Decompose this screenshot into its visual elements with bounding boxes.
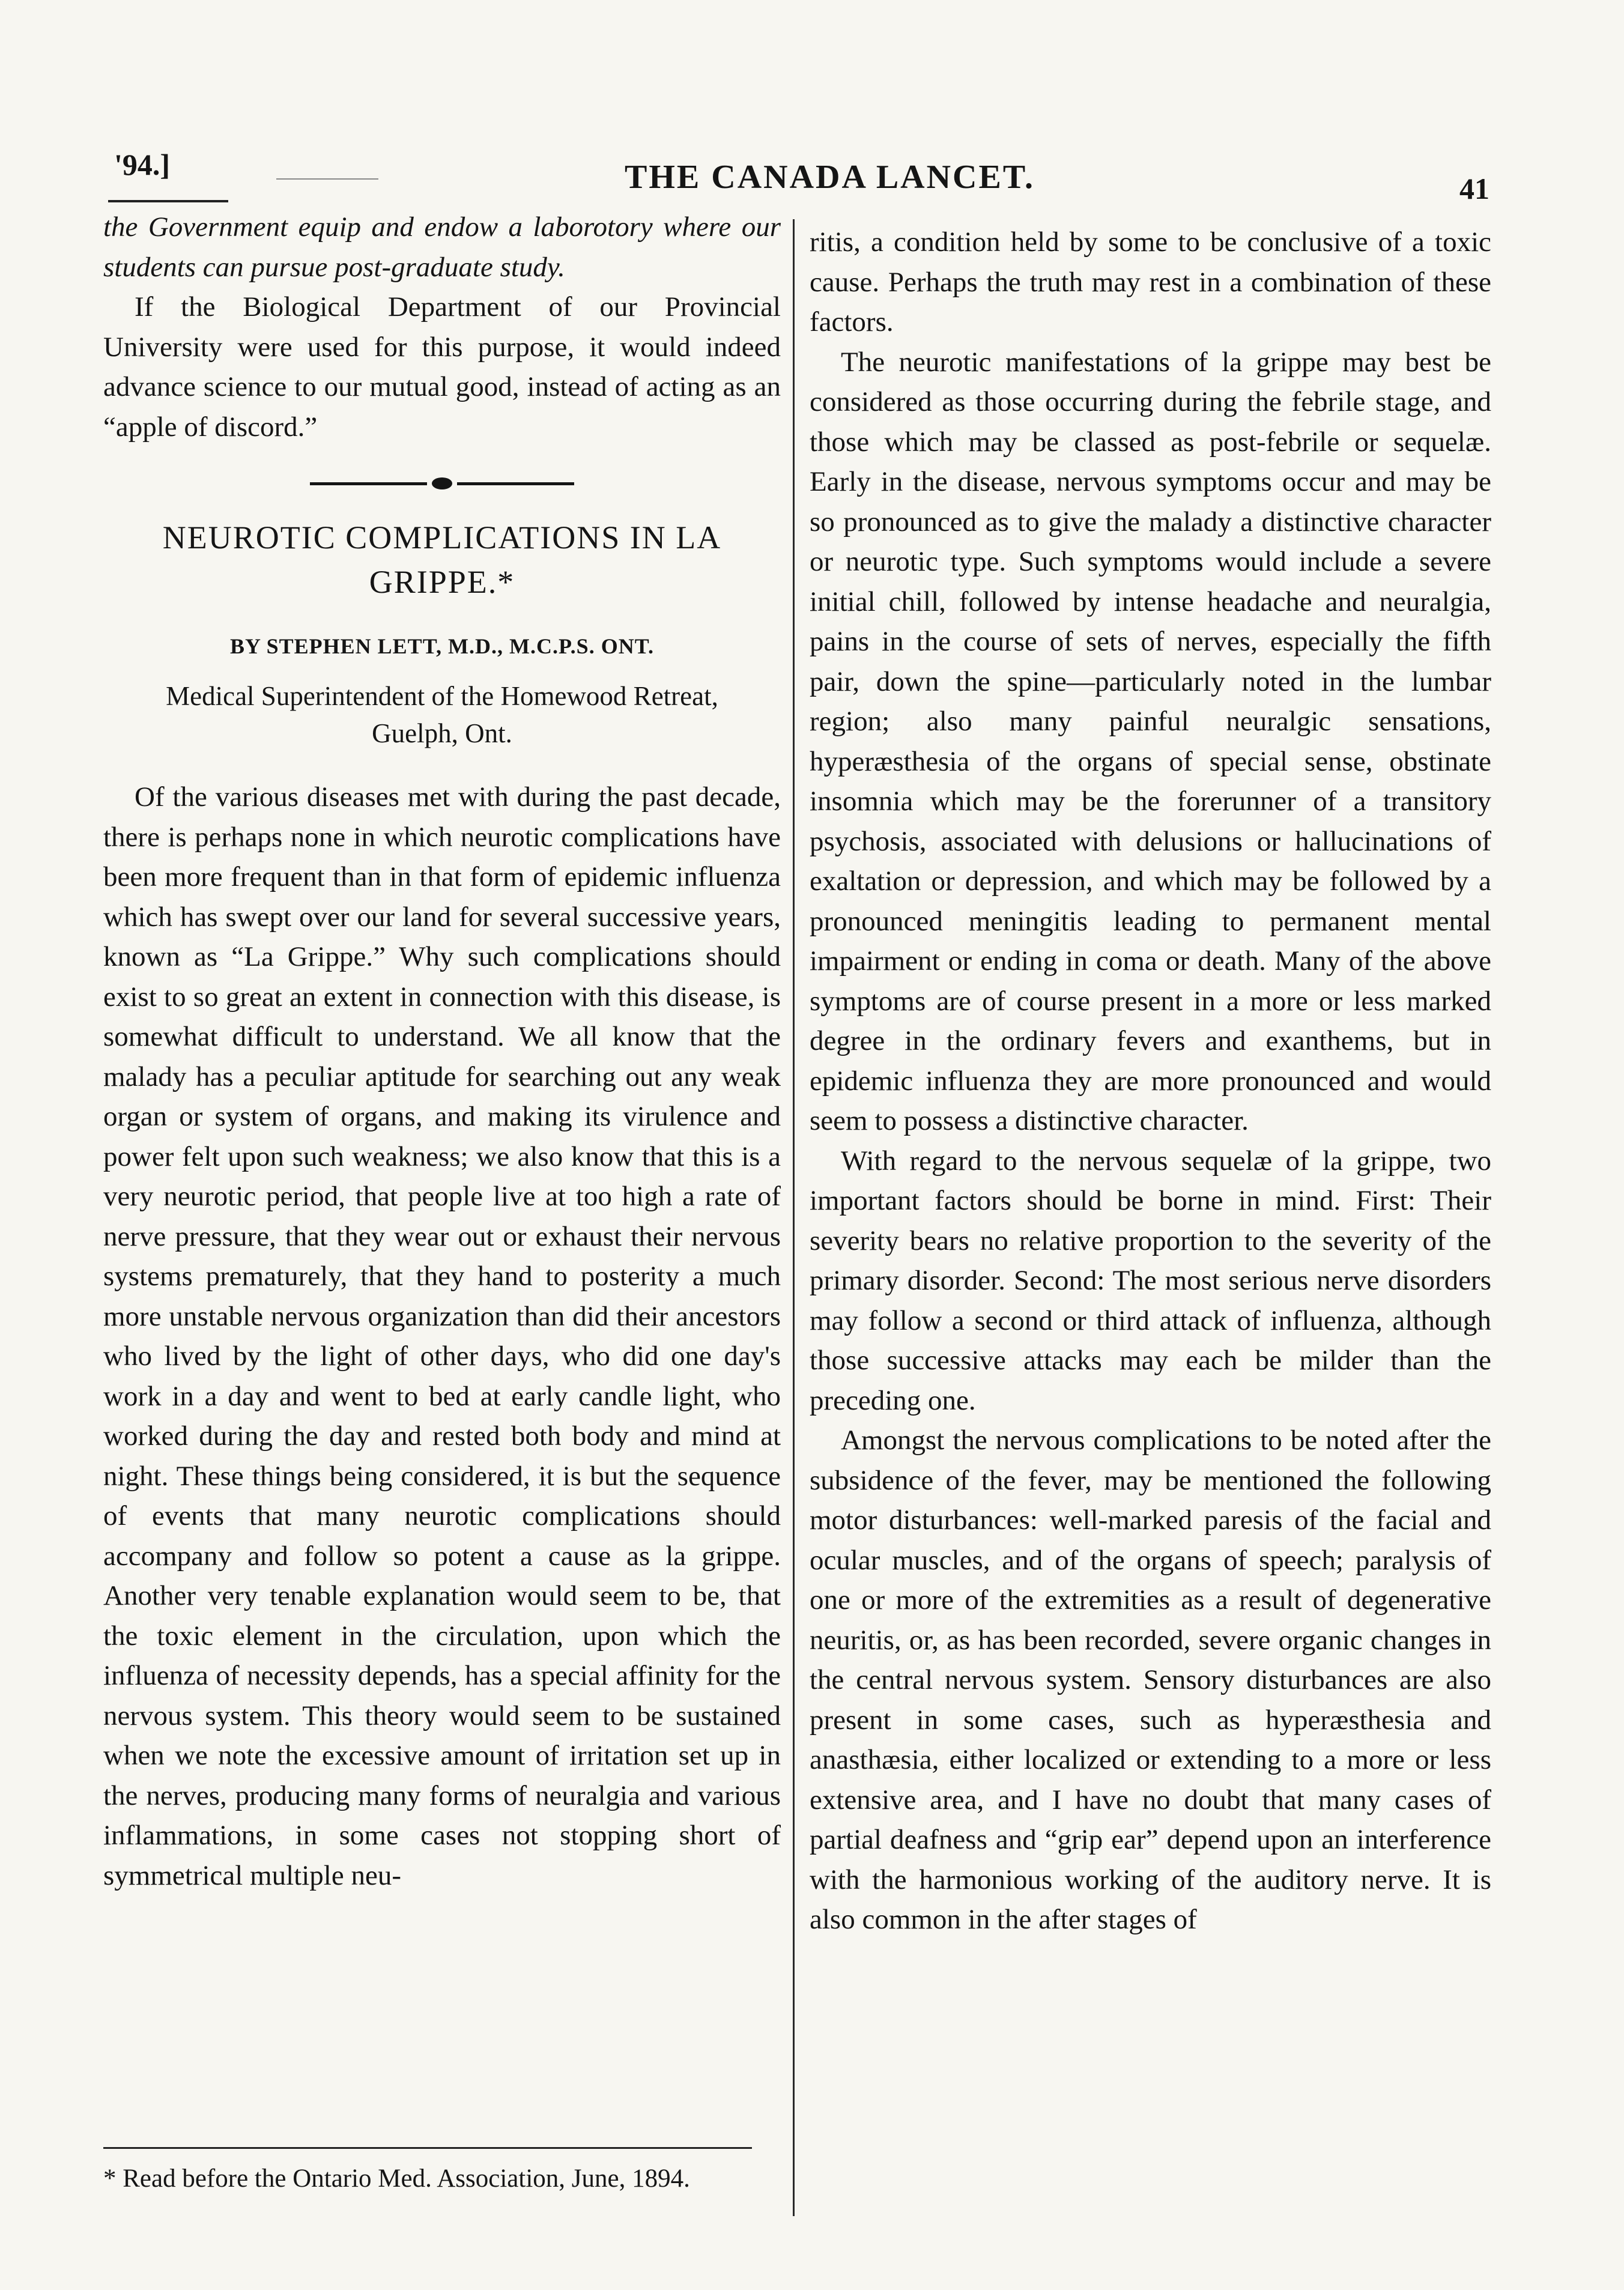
paragraph: The neurotic manifestations of la grippe may best be considered as those occurring during the febrile stage, and those which may be classed as post-febrile or sequelæ. Early in the disease, nervous symptoms occur and may be so pronounced as to give the malady a distinctive character or neurotic type. Such symptoms would include a severe initial chill, followed by intense headache and neuralgia, pains in the course of sets of nerves, especially the fifth pair, down the spine—particularly noted in the lumbar region; also many painful neuralgic sensations, hyperæsthesia of the organs of special sense, obstinate insomnia which may be the forerunner of a transitory psychosis, associated with delusions or hallucinations of exaltation or depression, and which may be followed by a pronounced meningitis leading to permanent mental impairment or ending in coma or death. Many of the above symptoms are of course present in a more or less marked degree in the ordinary fevers and exanthems, but in epidemic influenza they are more pronounced and would seem to possess a distinctive character.: [810, 346, 1491, 1136]
ornament-rule-left: [310, 482, 427, 485]
ornament-rule-right: [457, 482, 574, 485]
running-head-underline: [108, 200, 228, 202]
running-head: [102, 141, 1501, 207]
article-body-paragraph: Of the various diseases met with during the past decade, there is perhaps none in which neurotic complications have been more frequent than in that form of epidemic influenza which has swept over our land for several successive years, known as “La Grippe.” Why such complications should exist to so great an extent in connection with this disease, is somewhat difficult to understand. We all know that the malady has a peculiar aptitude for searching out any weak organ or system of organs, and making its virulence and power felt upon such weakness; we also know that this is a very neurotic period, that people live at too high a rate of nerve pressure, that they wear out or exhaust their nervous systems prematurely, that they hand to posterity a much more unstable nervous organization than did their ancestors who lived by the light of other days, who did one day's work in a day and went to bed at early candle light, who worked during the day and rested both body and mind at night. These things being considered, it is but the sequence of events that many neurotic complications should accompany and follow so potent a cause as la grippe. Another very tenable explanation would seem to be, that the toxic element in the circulation, upon which the influenza of necessity depends, has a special affinity for the nervous system. This theory would seem to be sustained when we note the excessive amount of irritation set up in the nerves, producing many forms of neuralgia and various inflammations, in some cases not stopping short of symmetrical multiple neu-: [103, 781, 781, 1891]
left-column: [103, 207, 781, 1895]
footnote-rule: [103, 2147, 752, 2149]
affiliation-line: Guelph, Ont.: [372, 718, 512, 748]
paragraph: If the Biological Department of our Provincial University were used for this purpose, it would indeed advance science to our mutual good, instead of acting as an “apple of discord.”: [103, 291, 781, 443]
right-column: [810, 222, 1491, 1940]
column-divider: [793, 219, 795, 2216]
paragraph: With regard to the nervous sequelæ of la grippe, two important factors should be borne in mind. First: Their severity bears no relative proportion to the severity of the primary disorder. Second: The most serious nerve disorders may follow a second or third attack of influenza, although those successive attacks may each be milder than the preceding one.: [810, 1145, 1491, 1416]
running-head-dash: [276, 178, 378, 180]
author-affiliation: [103, 677, 781, 752]
running-head-year: '94.]: [114, 148, 171, 181]
page-number: 41: [1459, 172, 1489, 205]
journal-title: THE CANADA LANCET.: [625, 159, 1035, 196]
continued-paragraph: the Government equip and endow a laborotory where our students can pursue post-graduate study.: [103, 211, 781, 283]
author-byline: BY STEPHEN LETT, M.D., M.C.P.S. ONT.: [229, 634, 655, 658]
paragraph: Amongst the nervous complications to be noted after the subsidence of the fever, may be mentioned the following motor disturbances: well-marked paresis of the facial and ocular muscles, and of the organs of speech; paralysis of one or more of the extremities as a result of degenerative neuritis, or, as has been recorded, severe organic changes in the central nervous system. Sensory disturbances are also present in some cases, such as hyperæsthesia and anasthæsia, either localized or extending to a more or less extensive area, and I have no doubt that many cases of partial deafness and “grip ear” depend upon an interference with the harmonious working of the auditory nerve. It is also common in the after stages of: [810, 1425, 1491, 1935]
footnote: * Read before the Ontario Med. Association, June, 1894.: [103, 2164, 690, 2193]
article-title: NEUROTIC COMPLICATIONS IN LA GRIPPE.*: [162, 519, 722, 600]
paragraph: ritis, a condition held by some to be conclusive of a toxic cause. Perhaps the truth may rest in a combination of these factors.: [810, 226, 1491, 338]
section-ornament: [310, 474, 574, 492]
affiliation-line: Medical Superintendent of the Homewood Retreat,: [166, 681, 718, 711]
ornament-center: [432, 477, 452, 489]
